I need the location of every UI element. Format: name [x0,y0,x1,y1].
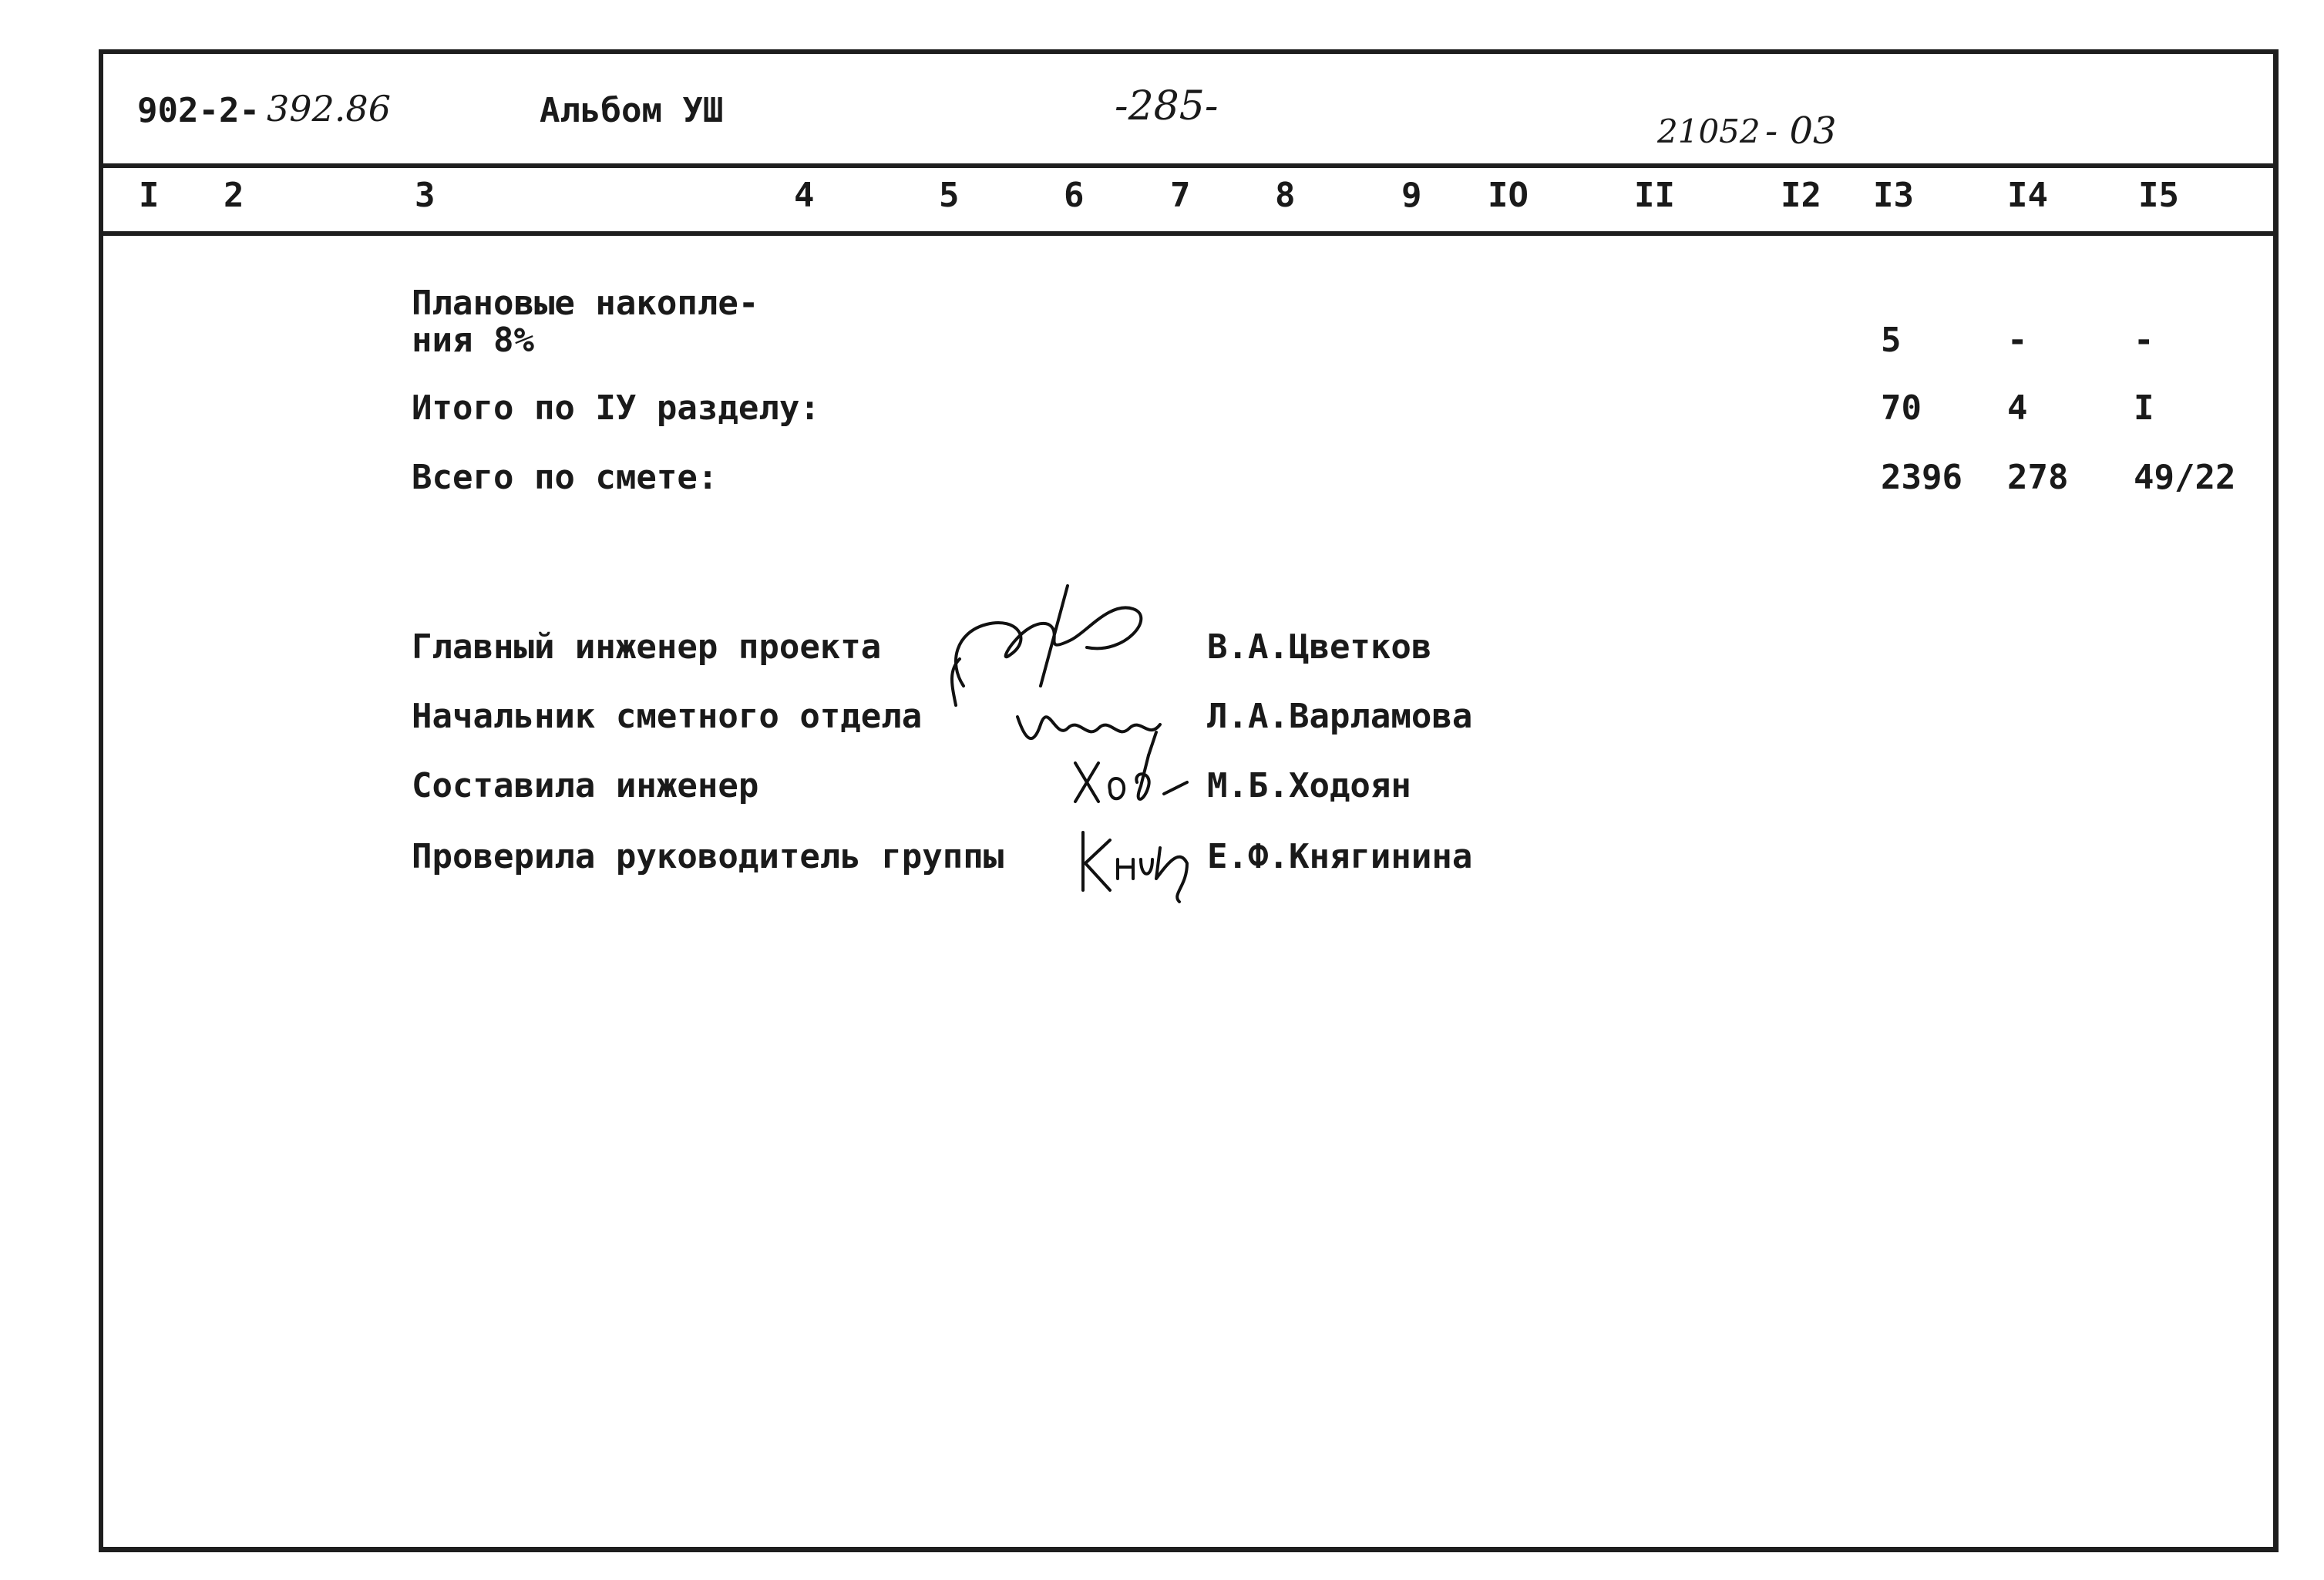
signature-name: Л.А.Варламова [1207,697,1473,736]
signature-role: Главный инженер проекта [412,627,882,667]
doc-number-handwritten: 392.86 [267,88,391,129]
signature-name: Е.Ф.Княгинина [1207,837,1473,876]
row-label-planned-savings: Плановые накопле- [412,284,759,323]
column-number: I2 [1781,176,1821,215]
column-number: I5 [2138,176,2179,215]
album-label: Альбом УШ [540,91,724,130]
doc-prefix: 902-2- [137,91,260,130]
row-value: - [2007,321,2028,360]
column-number: 6 [1064,176,1085,215]
column-number: 8 [1275,176,1296,215]
row-label-planned-savings-cont: ния 8% [412,321,534,360]
column-number: 9 [1401,176,1422,215]
row-value: 5 [1881,321,1902,360]
signature-role: Составила инженер [412,766,759,805]
page-number: -285- [1115,83,1219,129]
column-number: IO [1488,176,1529,215]
signature-name: М.Б.Ходоян [1207,766,1411,805]
header-rule-top [103,163,2275,168]
code-printed: 21052 [1657,113,1761,150]
column-number: I [139,176,160,215]
signature-handwriting [1071,817,1226,902]
code-handwritten: - 03 [1765,109,1837,153]
row-label-estimate-total: Всего по смете: [412,458,718,497]
row-value: I [2134,388,2154,428]
column-number: I4 [2007,176,2048,215]
header-rule-bottom [103,231,2275,236]
signature-name: В.А.Цветков [1207,627,1432,667]
signature-handwriting [1064,740,1218,825]
column-number: I3 [1873,176,1914,215]
row-value: 49/22 [2134,458,2236,497]
row-label-section-total: Итого по IУ разделу: [412,388,820,428]
column-number: 3 [415,176,436,215]
column-number: II [1634,176,1675,215]
row-value: 4 [2007,388,2028,428]
row-value: 2396 [1881,458,1962,497]
signature-role: Проверила руководитель группы [412,837,1004,876]
column-number: 4 [794,176,815,215]
signature-role: Начальник сметного отдела [412,697,923,736]
column-number: 7 [1170,176,1191,215]
row-value: 70 [1881,388,1922,428]
column-number: 2 [224,176,244,215]
column-number: 5 [939,176,960,215]
row-value: 278 [2007,458,2069,497]
row-value: - [2134,321,2154,360]
